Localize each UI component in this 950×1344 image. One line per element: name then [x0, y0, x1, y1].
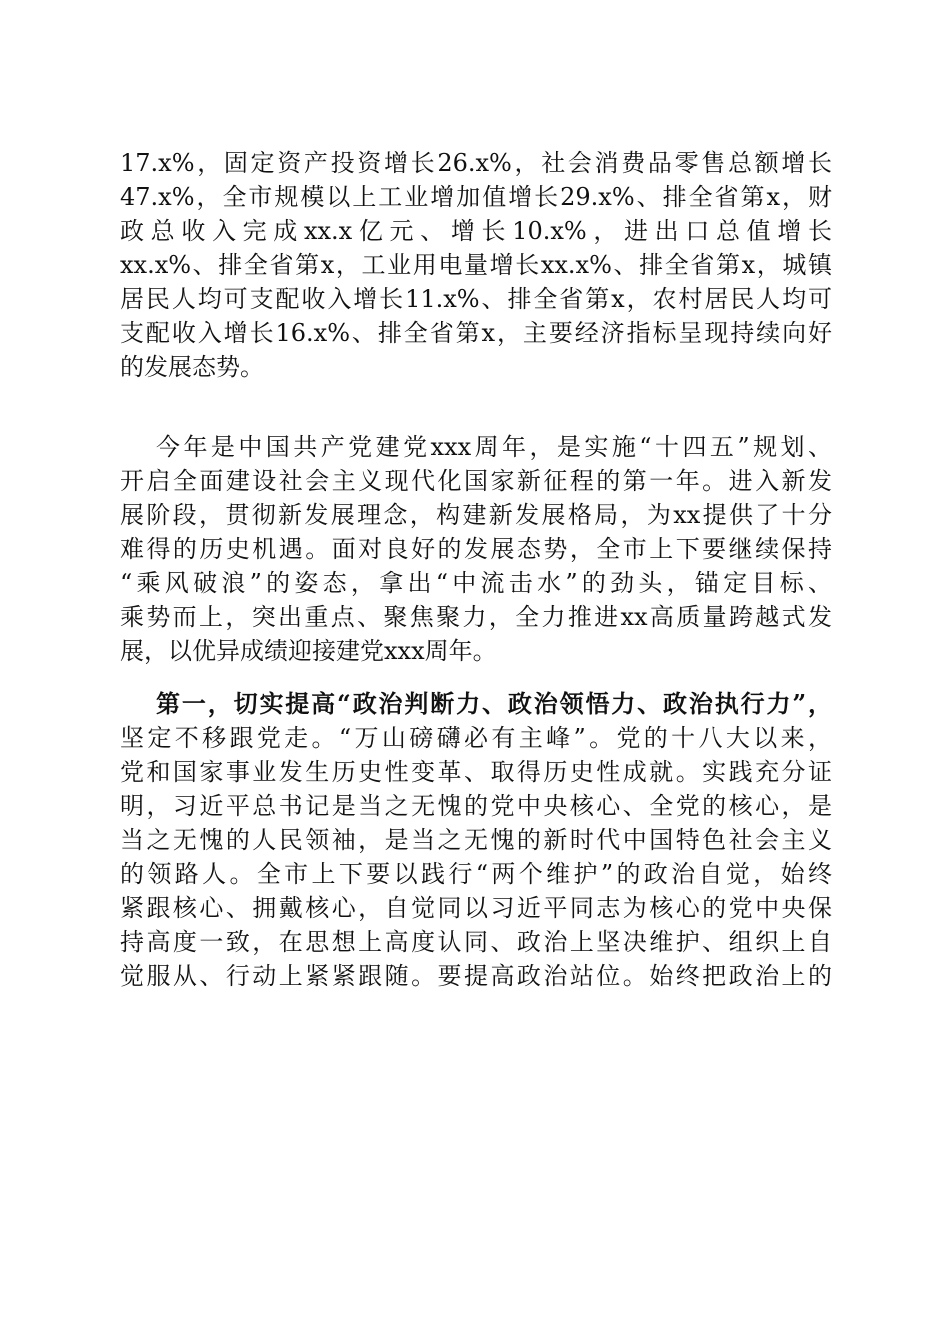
text-line: 支配收入增长16.x%、排全省第x，主要经济指标呈现持续向好 — [120, 319, 832, 347]
text-line: 开启全面建设社会主义现代化国家新征程的第一年。进入新发 — [120, 467, 832, 495]
text-line: 的领路人。全市上下要以践行“两个维护”的政治自觉，始终 — [120, 860, 832, 888]
text-line: 今年是中国共产党建党xxx周年，是实施“十四五”规划、 — [156, 433, 832, 461]
text-line: 觉服从、行动上紧紧跟随。要提高政治站位。始终把政治上的 — [120, 962, 832, 990]
text-line: 的发展态势。 — [120, 353, 264, 381]
text-line: 党和国家事业发生历史性变革、取得历史性成就。实践充分证 — [120, 758, 832, 786]
text-line: “乘风破浪”的姿态，拿出“中流击水”的劲头，锚定目标、 — [120, 569, 832, 597]
text-line: 明，习近平总书记是当之无愧的党中央核心、全党的核心，是 — [120, 792, 832, 820]
text-line: 展阶段，贯彻新发展理念，构建新发展格局，为xx提供了十分 — [120, 501, 832, 529]
text-line: 紧跟核心、拥戴核心，自觉同以习近平同志为核心的党中央保 — [120, 894, 832, 922]
text-line: 持高度一致，在思想上高度认同、政治上坚决维护、组织上自 — [120, 928, 832, 956]
text-line: 17.x%，固定资产投资增长26.x%，社会消费品零售总额增长 — [120, 149, 832, 177]
text-line: 乘势而上，突出重点、聚焦聚力，全力推进xx高质量跨越式发 — [120, 603, 832, 631]
text-line: 坚定不移跟党走。“万山磅礴必有主峰”。党的十八大以来， — [120, 724, 832, 752]
text-line: 展，以优异成绩迎接建党xxx周年。 — [120, 637, 497, 665]
text-line: 当之无愧的人民领袖，是当之无愧的新时代中国特色社会主义 — [120, 826, 832, 854]
text-line: 难得的历史机遇。面对良好的发展态势，全市上下要继续保持 — [120, 535, 832, 563]
text-line: 居民人均可支配收入增长11.x%、排全省第x，农村居民人均可 — [120, 285, 832, 313]
text-line: xx.x%、排全省第x，工业用电量增长xx.x%、排全省第x，城镇 — [120, 251, 832, 279]
text-line: 47.x%，全市规模以上工业增加值增长29.x%、排全省第x，财 — [120, 183, 832, 211]
text-line: 政总收入完成xx.x亿元、增长10.x%，进出口总值增长 — [120, 217, 832, 245]
text-line: 第一，切实提高“政治判断力、政治领悟力、政治执行力”， — [156, 689, 832, 718]
